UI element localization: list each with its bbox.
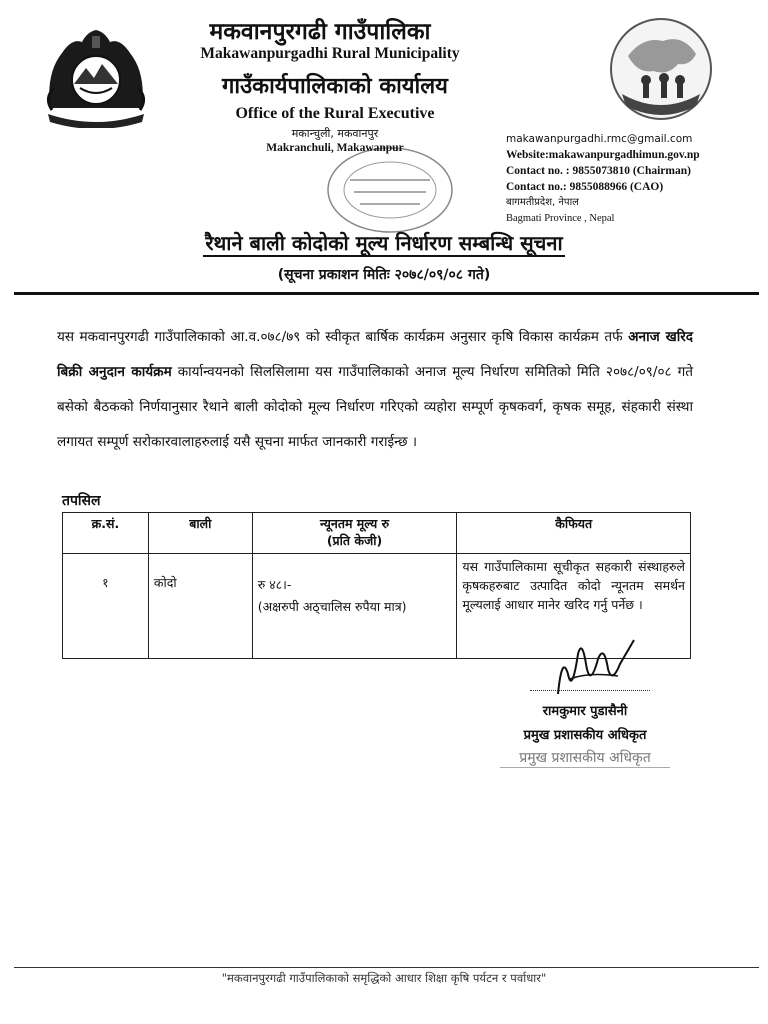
cell-price-words: (अक्षरुपी अठ्चालिस रुपैया मात्र) bbox=[257, 599, 407, 614]
signatory-designation: प्रमुख प्रशासकीय अधिकृत bbox=[523, 728, 647, 743]
body-part-1: यस मकवानपुरगढी गाउँपालिकाको आ.व.०७८/७९ को स्वीकृत बार्षिक कार्यक्रम अनुसार कृषि विकास कार्यक्रम तर्फ bbox=[57, 329, 629, 345]
website-text: Website:makawanpurgadhimun.gov.np bbox=[506, 149, 700, 161]
notice-title-text: रैथाने बाली कोदोको मूल्य निर्धारण सम्बन्धि सूचना bbox=[205, 231, 563, 255]
footer-divider bbox=[14, 967, 759, 968]
signature-line bbox=[530, 690, 650, 691]
contact-chairman: Contact no. : 9855073810 (Chairman) bbox=[506, 165, 691, 177]
designation-seal: प्रमुख प्रशासकीय अधिकृत bbox=[500, 748, 670, 768]
footer-motto: "मकवानपुरगढी गाउँपालिकाको समृद्धिको आधार शिक्षा कृषि पर्यटन र पर्वाधार" bbox=[221, 971, 547, 985]
office-name-np: गाउँकार्यपालिकाको कार्यालय bbox=[222, 74, 448, 99]
office-stamp-icon bbox=[320, 140, 460, 240]
cell-price-value: रु ४८।- bbox=[257, 577, 292, 592]
header-crop: बाली bbox=[148, 513, 252, 554]
signature-icon bbox=[548, 634, 638, 704]
body-bold-program: अनाज खरिद बिक्री अनुदान कार्यक्रम bbox=[57, 329, 693, 380]
header-price-label: न्यूनतम मूल्य रु bbox=[319, 516, 390, 531]
cell-sn: १ bbox=[63, 554, 149, 659]
header-price-unit: (प्रति केजी) bbox=[326, 533, 383, 548]
notice-body bbox=[57, 320, 693, 460]
cell-crop: कोदो bbox=[148, 554, 252, 659]
cell-price bbox=[252, 554, 457, 659]
province-en: Bagmati Province , Nepal bbox=[506, 213, 615, 224]
address-en: Makranchuli, Makawanpur bbox=[266, 142, 404, 154]
body-part-2: कार्यान्वयनको सिलसिलामा यस गाउँपालिकाको अनाज मूल्य निर्धारण समितिको मिति २०७८/०९/०८ गते बसेको बैठकको निर्णयानुसार रैथाने बाली कोदोको मूल्य निर्धारण गरिएको व्यहोरा सम्पूर्ण कृषकवर्ग, कृषक समूह, संहकारी संस्था लगायत सम्पूर्ण सरोकारवालाहरुलाई यसै सूचना मार्फत जानकारी गराईन्छ । bbox=[57, 364, 693, 450]
publication-date: (सूचना प्रकाशन मितिः २०७८/०९/०८ गते) bbox=[277, 267, 491, 283]
contact-cao: Contact no.: 9855088966 (CAO) bbox=[506, 181, 664, 193]
cell-remarks: यस गाउँपालिकामा सूचीकृत सहकारी संस्थाहरुले कृषकहरुबाट उत्पादित कोदो न्यूनतम समर्थन मूल्यलाई आधार मानेर खरिद गर्नु पर्नेछ । bbox=[457, 554, 691, 659]
table-header-row bbox=[63, 513, 691, 554]
province-np: बागमतीप्रदेश, नेपाल bbox=[506, 197, 579, 208]
header-remarks: कैफियत bbox=[457, 513, 691, 554]
office-name-en: Office of the Rural Executive bbox=[235, 105, 435, 122]
municipality-logo-icon bbox=[608, 16, 714, 122]
header-divider bbox=[14, 292, 759, 295]
notice-title bbox=[0, 229, 768, 256]
org-name-en: Makawanpurgadhi Rural Municipality bbox=[200, 45, 460, 62]
org-name-np: मकवानपुरगढी गाउँपालिका bbox=[209, 19, 431, 45]
schedule-label: तपसिल bbox=[62, 493, 101, 509]
nepal-emblem-icon bbox=[42, 28, 150, 128]
address-np: मकान्चुली, मकवानपुर bbox=[291, 127, 379, 140]
signatory-name: रामकुमार पुडासैनी bbox=[542, 704, 628, 719]
email-text: makawanpurgadhi.rmc@gmail.com bbox=[506, 133, 693, 145]
header-price bbox=[252, 513, 457, 554]
signatory-block bbox=[495, 700, 675, 748]
header-sn: क्र.सं. bbox=[63, 513, 149, 554]
contact-block bbox=[506, 131, 756, 227]
